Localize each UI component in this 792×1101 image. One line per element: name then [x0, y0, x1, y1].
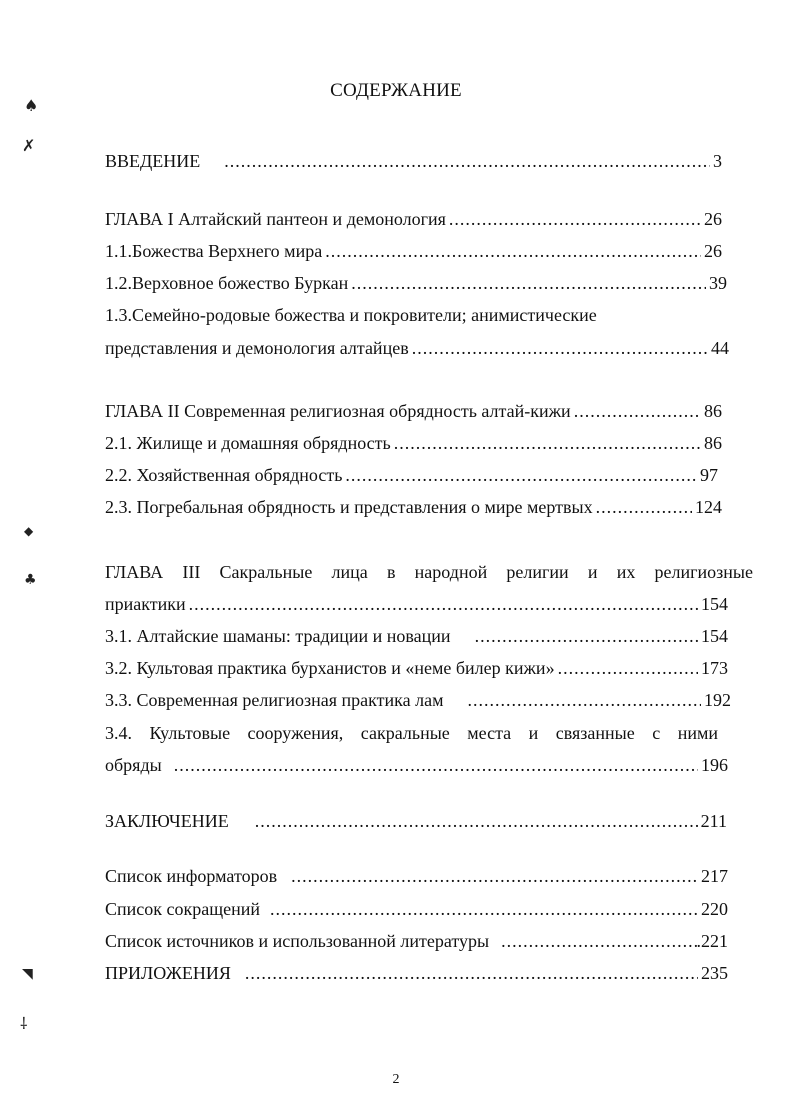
leader-dots	[596, 496, 692, 518]
leader-dots	[449, 208, 701, 230]
toc-entry-label: 3.1. Алтайские шаманы: традиции и новации	[105, 626, 451, 646]
leader-dots	[224, 150, 710, 172]
scan-speck: ⸸	[20, 1014, 28, 1033]
leader-dots	[291, 865, 698, 887]
toc-entry-label: обряды	[105, 755, 162, 775]
toc-entry-page: 3	[713, 151, 722, 171]
toc-entry-section	[105, 754, 728, 776]
toc-entry-page: .221	[696, 931, 728, 951]
page-number: 2	[392, 1072, 400, 1087]
toc-entry-page: 86	[704, 401, 722, 421]
toc-entry-chapter1	[105, 208, 722, 230]
toc-entry-section	[105, 272, 727, 294]
toc-entry-bibliography	[105, 930, 728, 952]
toc-entry-page: 192	[704, 690, 731, 710]
leader-dots	[189, 593, 698, 615]
leader-dots	[245, 962, 698, 984]
toc-entry-page: 217	[701, 866, 728, 886]
toc-entry-section	[105, 464, 718, 486]
toc-entry-label: ГЛАВА I Алтайский пантеон и демонология	[105, 209, 446, 229]
leader-dots	[475, 625, 698, 647]
toc-entry-page: 124	[695, 497, 722, 517]
toc-entry-label: 2.3. Погребальная обрядность и представления о мире мертвых	[105, 497, 593, 517]
toc-entry-label: представления и демонология алтайцев	[105, 338, 409, 358]
toc-entry-label: 2.2. Хозяйственная обрядность	[105, 465, 343, 485]
toc-entry-section	[105, 337, 729, 359]
toc-entry-page: 86	[704, 433, 722, 453]
leader-dots	[255, 810, 698, 832]
toc-entry-label: Список информаторов	[105, 866, 278, 886]
toc-entry-page: 220	[701, 899, 728, 919]
leader-dots	[468, 689, 702, 711]
toc-entry-label: 3.2. Культовая практика бурханистов и «неме билер кижи»	[105, 658, 555, 678]
toc-entry-page: 211	[700, 811, 727, 831]
toc-entry-informants	[105, 865, 728, 887]
toc-entry-chapter2	[105, 400, 722, 422]
toc-entry-label: ВВЕДЕНИЕ	[105, 151, 201, 171]
toc-entry-label: ЗАКЛЮЧЕНИЕ	[105, 811, 229, 831]
toc-entry-label: 1.1.Божества Верхнего мира	[105, 241, 323, 261]
leader-dots	[351, 272, 706, 294]
toc-entry-section-line1: 3.4. Культовые сооружения, сакральные места и связанные с ними	[105, 723, 718, 743]
toc-entry-label: ГЛАВА II Современная религиозная обрядность алтай-кижи	[105, 401, 571, 421]
toc-entry-label: приактики	[105, 594, 186, 614]
toc-entry-section	[105, 432, 722, 454]
toc-entry-label: Список источников и использованной литературы	[105, 931, 490, 951]
leader-dots	[270, 898, 698, 920]
toc-entry-chapter3-line1: ГЛАВА III Сакральные лица в народной религии и их религиозные	[105, 562, 753, 582]
scan-speck: ✗	[22, 136, 36, 155]
toc-entry-section	[105, 496, 722, 518]
toc-entry-label: 1.2.Верховное божество Буркан	[105, 273, 349, 293]
toc-entry-page: 44	[711, 338, 729, 358]
toc-entry-label: 3.3. Современная религиозная практика лам	[105, 690, 444, 710]
scan-speck: ♣	[24, 572, 37, 588]
toc-entry-page: 39	[709, 273, 727, 293]
leader-dots	[558, 657, 698, 679]
toc-entry-section	[105, 657, 728, 679]
leader-dots	[345, 464, 697, 486]
toc-entry-abbreviations	[105, 898, 728, 920]
toc-entry-chapter3	[105, 593, 728, 615]
toc-entry-label: Список сокращений	[105, 899, 260, 919]
scan-speck: ◥	[22, 966, 33, 982]
leader-dots	[325, 240, 701, 262]
toc-entry-conclusion	[105, 810, 727, 832]
toc-entry-label-line1: 1.3.Семейно-родовые божества и покровители; анимистические	[105, 305, 597, 325]
toc-entry-label: 2.1. Жилище и домашняя обрядность	[105, 433, 391, 453]
toc-entry-section	[105, 625, 728, 647]
leader-dots	[501, 930, 696, 952]
toc-entry-page: 173	[701, 658, 728, 678]
toc-entry-page: 196	[701, 755, 728, 775]
leader-dots	[412, 337, 708, 359]
toc-entry-page: 26	[704, 241, 722, 261]
toc-entry-page: 26	[704, 209, 722, 229]
toc-entry-label: ПРИЛОЖЕНИЯ	[105, 963, 231, 983]
toc-entry-section	[105, 240, 722, 262]
toc-entry-section	[105, 689, 731, 711]
toc-entry-page: 235	[701, 963, 728, 983]
leader-dots	[174, 754, 698, 776]
toc-entry-page: 97	[700, 465, 718, 485]
leader-dots	[574, 400, 701, 422]
scan-speck: ♠	[24, 96, 39, 115]
toc-entry-page: 154	[701, 594, 728, 614]
leader-dots	[394, 432, 701, 454]
toc-entry-page: 154	[701, 626, 728, 646]
toc-entry-appendices	[105, 962, 728, 984]
page-title: СОДЕРЖАНИЕ	[330, 80, 462, 101]
scan-speck: ◆	[24, 524, 34, 538]
toc-entry-intro	[105, 150, 722, 172]
